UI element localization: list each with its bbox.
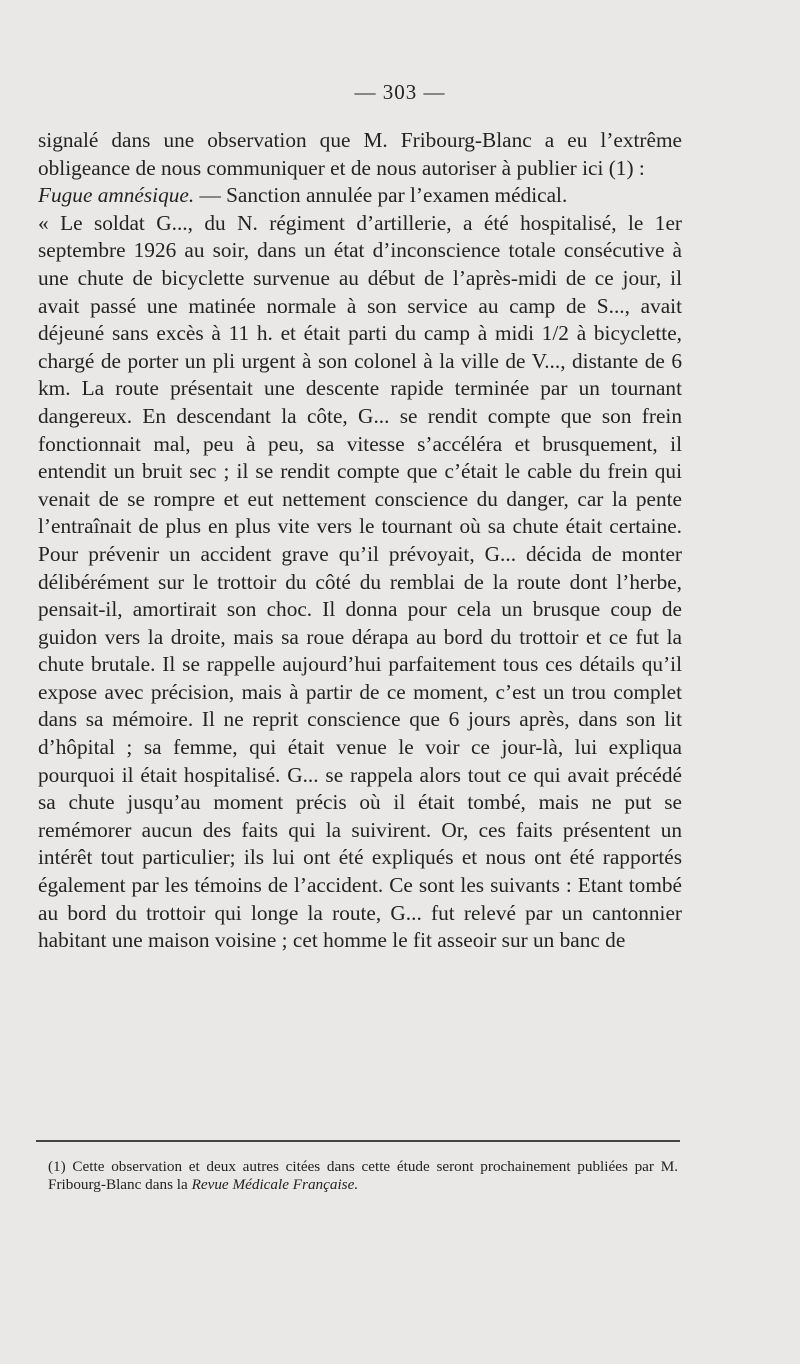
- paragraph-case-title: [38, 182, 682, 210]
- footnote-journal: Revue Médicale Française.: [191, 1175, 359, 1193]
- page-number-header: — 303 —: [354, 80, 446, 104]
- footnote: [48, 1158, 678, 1194]
- footnote-text: (1) Cette observation et deux autres citées dans cette étude seront prochainement publiées par M. Fribourg-Blanc dans la: [48, 1158, 678, 1193]
- paragraph-case-report: « Le soldat G..., du N. régiment d’artillerie, a été hospitalisé, le 1er septembre 1926 au soir, dans un état d’inconscience totale consécutive à une chute de bicyclette survenue au début de l’après-midi de ce jour, il avait passé une matinée normale à son service au camp de S..., avait déjeuné sans excès à 11 h. et était parti du camp à midi 1/2 à bicyclette, chargé de porter un pli urgent à son colonel à la ville de V..., distante de 6 km. La route présentait une descente rapide terminée par un tournant dangereux. En descendant la côte, G... se rendit compte que son frein fonctionnait mal, peu à peu, sa vitesse s’accéléra et brusquement, il entendit un bruit sec ; il se rendit compte que c’était le cable du frein qui venait de se rompre et eut nettement conscience du danger, car la pente l’entraînait de plus en plus vite vers le tournant où sa chute était certaine. Pour prévenir un accident grave qu’il prévoyait, G... décida de monter délibérément sur le trottoir du côté du remblai de la route dont l’herbe, pensait-il, amortirait son choc. Il donna pour cela un brusque coup de guidon vers la droite, mais sa roue dérapa au bord du trottoir et ce fut la chute brutale. Il se rappelle aujourd’hui parfaitement tous ces détails qu’il expose avec précision, mais à partir de ce moment, c’est un trou complet dans sa mémoire. Il ne reprit conscience que 6 jours après, dans son lit d’hôpital ; sa femme, qui était venue le voir ce jour-là, lui expliqua pourquoi il était hospitalisé. G... se rappela alors tout ce qui avait précédé sa chute jusqu’au moment précis où il était tombé, mais ne put se remémorer aucun des faits qui la suivirent. Or, ces faits présentent un intérêt tout particulier; ils lui ont été expliqués et nous ont été rapportés également par les témoins de l’accident. Ce sont les suivants : Etant tombé au bord du trottoir qui longe la route, G... fut relevé par un cantonnier habitant une maison voisine ; cet homme le fit asseoir sur un banc de: [38, 210, 682, 953]
- paragraph-intro: signalé dans une observation que M. Fribourg-Blanc a eu l’extrême obligeance de nous communiquer et de nous autoriser à publier ici (1) :: [38, 128, 682, 180]
- case-title: Fugue amnésique.: [38, 183, 195, 208]
- case-subtitle: — Sanction annulée par l’examen médical.: [194, 183, 568, 208]
- body-text: [38, 127, 682, 955]
- footnote-divider: [36, 1140, 680, 1142]
